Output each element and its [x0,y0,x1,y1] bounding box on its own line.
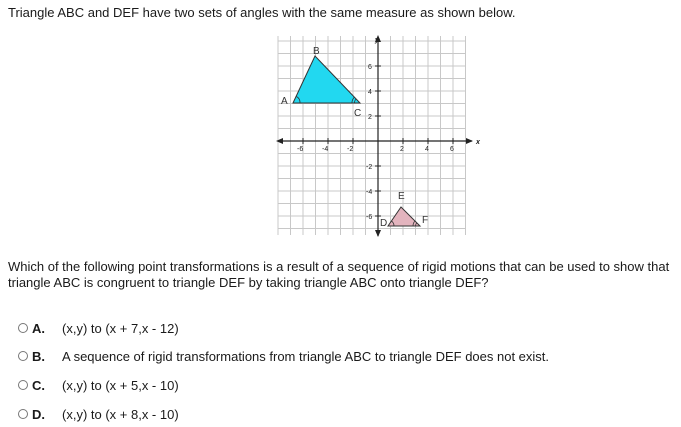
x-axis-label: x [476,139,480,146]
vertex-label-d: D [380,218,388,229]
x-axis-arrow-right [466,138,473,144]
y-axis-arrow-down [375,230,381,237]
vertex-label-a: A [281,96,288,107]
x-tick-label: 6 [450,146,454,153]
x-tick-label: 4 [425,146,429,153]
y-axis-label: y [375,37,379,44]
x-tick-label: 2 [400,146,404,153]
x-tick-label: -4 [322,146,329,153]
x-tick-label: -2 [347,146,354,153]
choice-text: (x,y) to (x + 8,x - 10) [62,406,179,422]
radio-button[interactable] [18,351,28,361]
grid-lines [278,36,466,235]
radio-button[interactable] [18,409,28,419]
axes [278,38,472,236]
choice-letter: A. [32,320,45,336]
y-tick-label: 4 [368,89,372,96]
y-tick-label: -6 [366,214,373,221]
choice-a[interactable] [18,317,658,339]
coordinate-graph [272,30,487,240]
choice-text: (x,y) to (x + 7,x - 12) [62,320,179,336]
radio-button[interactable] [18,323,28,333]
x-axis-arrow-left [276,138,283,144]
choice-c[interactable] [18,374,658,396]
choice-d[interactable] [18,403,658,425]
y-tick-label: -4 [366,189,373,196]
choice-b[interactable] [18,345,658,367]
radio-button[interactable] [18,380,28,390]
choice-letter: C. [32,377,45,393]
x-tick-label: -6 [297,146,304,153]
vertex-label-f: F [422,215,429,226]
question-text: Which of the following point transformations is a result of a sequence of rigid motions that can be used to show that triangle ABC is congruent to triangle DEF by taking triangle ABC onto triangle DEF? [8,259,670,290]
y-tick-label: 6 [368,64,372,71]
choice-letter: B. [32,348,45,364]
choice-text: (x,y) to (x + 5,x - 10) [62,377,179,393]
y-tick-label: 2 [368,114,372,121]
vertex-label-e: E [398,191,405,202]
vertex-label-c: C [354,108,362,119]
question-prompt: Triangle ABC and DEF have two sets of angles with the same measure as shown below. [8,5,516,20]
choice-letter: D. [32,406,45,422]
y-tick-label: -2 [366,164,373,171]
vertex-label-b: B [313,46,320,57]
choice-text: A sequence of rigid transformations from triangle ABC to triangle DEF does not exist. [62,348,550,364]
